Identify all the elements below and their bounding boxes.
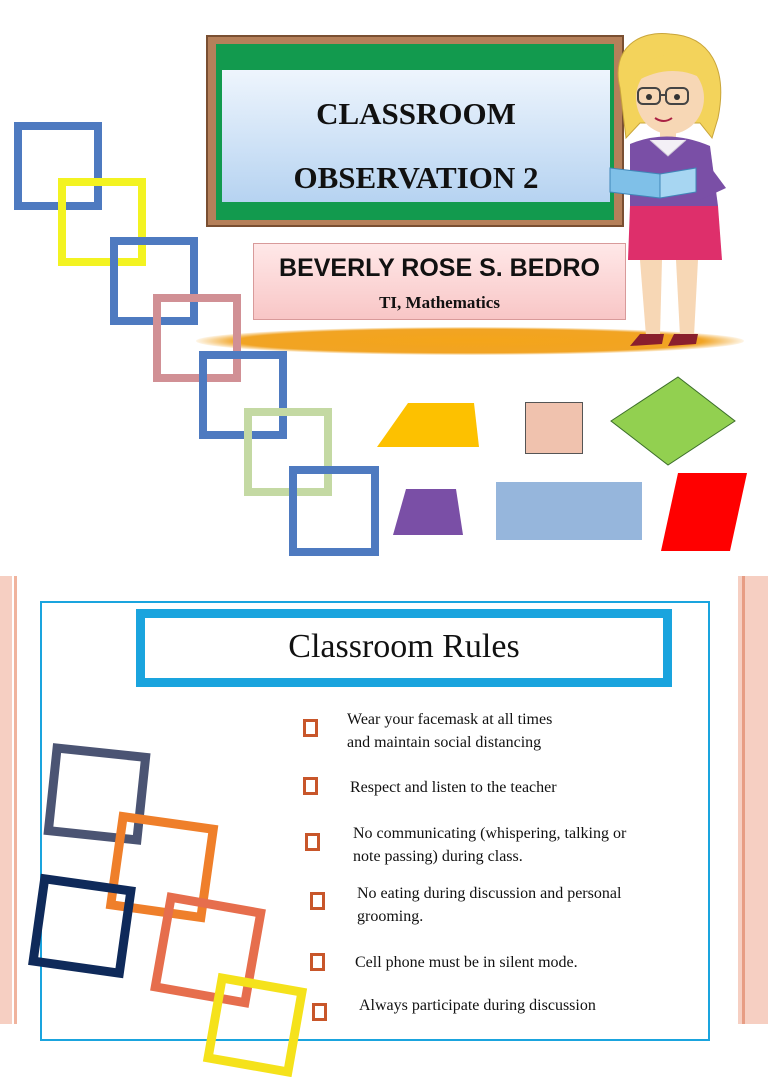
rule-3-bullet	[305, 833, 320, 851]
rule-3-line-2: note passing) during class.	[353, 848, 523, 865]
parallelogram-red	[660, 472, 748, 552]
teacher-illustration	[600, 28, 750, 350]
deco-square-7	[289, 466, 379, 556]
trapezoid-purple	[392, 488, 464, 536]
title-line-2: OBSERVATION 2	[293, 160, 539, 195]
trapezoid-yellow	[376, 402, 480, 448]
rectangle-blue	[496, 482, 642, 540]
rules-heading: Classroom Rules	[288, 628, 520, 665]
rule-3-line-1: No communicating (whispering, talking or	[353, 825, 627, 842]
presenter-name: BEVERLY ROSE S. BEDRO	[279, 254, 600, 282]
rule-2-bullet	[303, 777, 318, 795]
rule-4-line-1: No eating during discussion and personal	[357, 885, 622, 902]
rule-5-line-1: Cell phone must be in silent mode.	[355, 954, 578, 971]
rule-5-bullet	[310, 953, 325, 971]
left-border-stripe	[0, 576, 12, 1024]
left-border-line	[14, 576, 17, 1024]
rule-4-bullet	[310, 892, 325, 910]
rule-6-bullet	[312, 1003, 327, 1021]
deco-square-navy	[28, 874, 136, 978]
title-line-1: CLASSROOM	[316, 96, 516, 131]
square-peach	[525, 402, 583, 454]
right-border-line	[742, 576, 745, 1024]
rule-1-line-2: and maintain social distancing	[347, 734, 542, 751]
presenter-subject: TI, Mathematics	[379, 293, 500, 312]
rule-2-line-1: Respect and listen to the teacher	[350, 779, 557, 796]
rhombus-green	[610, 376, 736, 466]
rule-1-line-1: Wear your facemask at all times	[347, 711, 553, 728]
deco-square-yellow	[203, 973, 307, 1077]
rule-6-line-1: Always participate during discussion	[359, 997, 596, 1014]
slide-separator	[0, 568, 768, 576]
rule-1-bullet	[303, 719, 318, 737]
rule-4-line-2: grooming.	[357, 908, 424, 925]
